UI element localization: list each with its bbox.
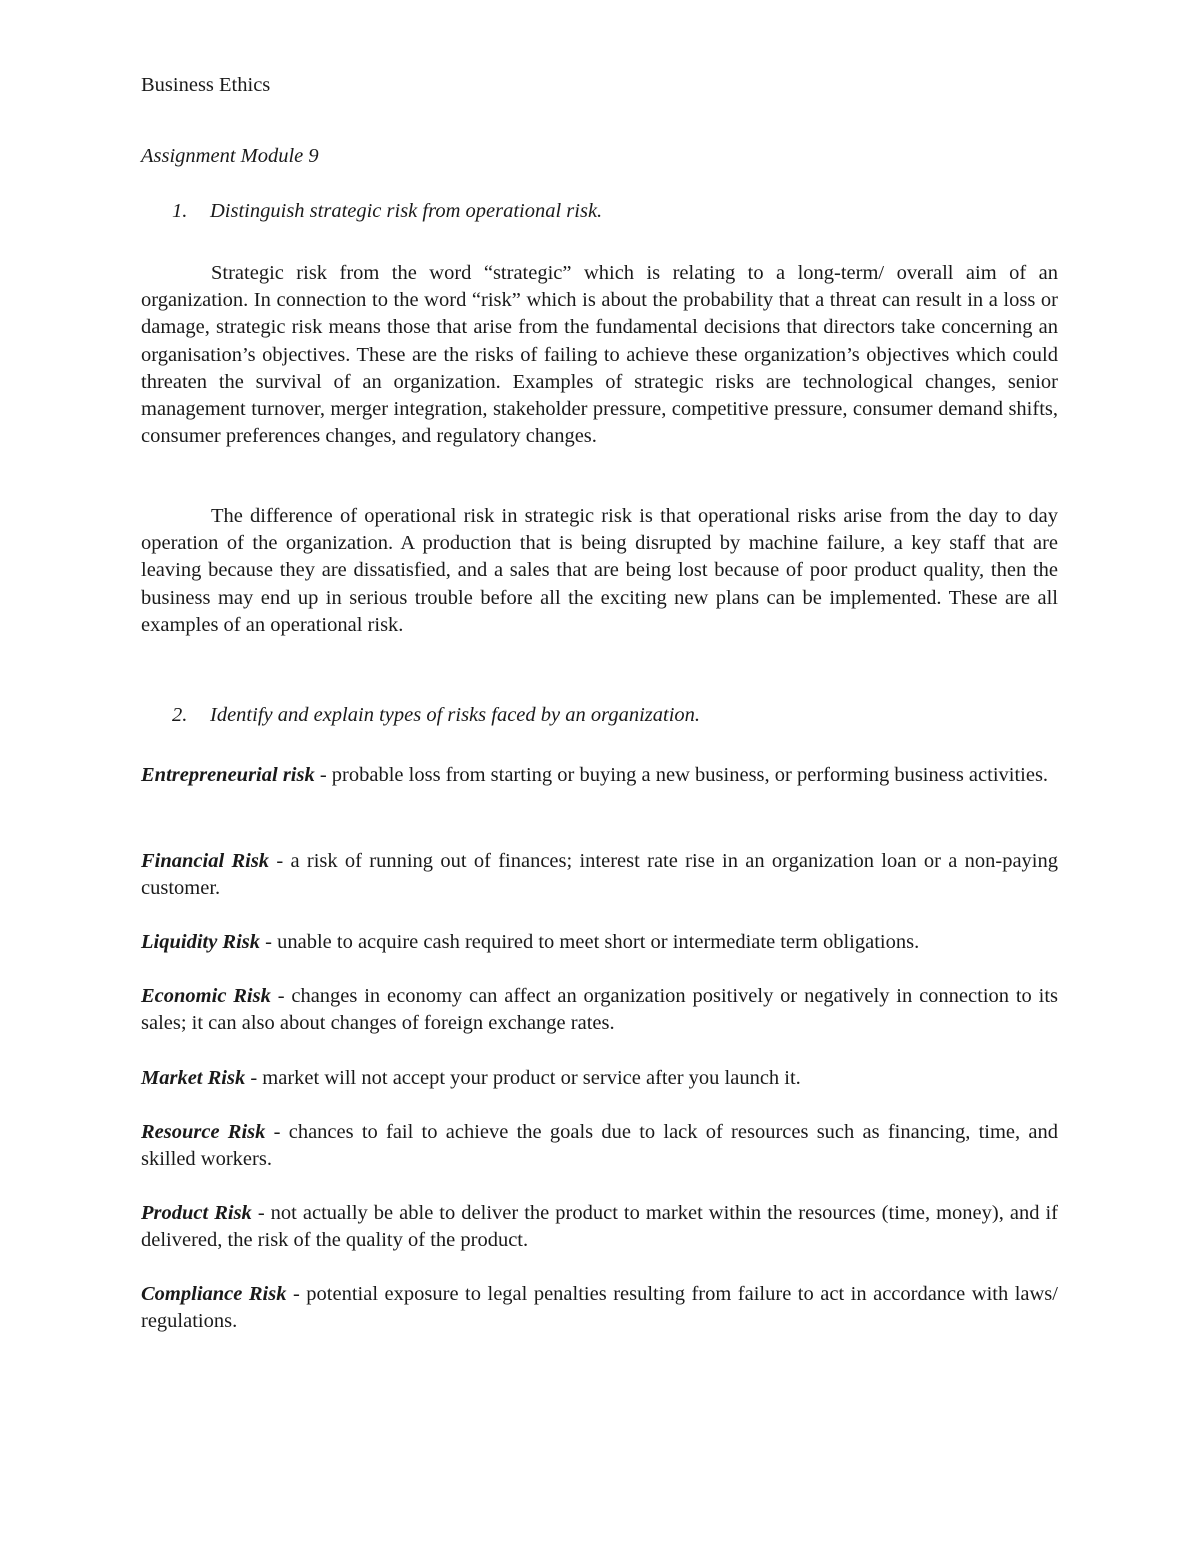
assignment-title: Assignment Module 9: [141, 145, 319, 167]
answer-1-paragraph-2: The difference of operational risk in strategic risk is that operational risks arise from the day to day operation of the organization. A production that is being disrupted by machine failure, a key staff that are leaving because they are dissatisfied, and a sales that are being lost because of poor product quality, then the business may end up in serious trouble before all the exciting new plans can be implemented. These are all examples of an operational risk.: [141, 505, 1058, 636]
question-2: [172, 702, 700, 729]
risk-definition: - unable to acquire cash required to meet short or intermediate term obligations.: [260, 931, 920, 953]
course-title: Business Ethics: [141, 74, 271, 96]
risk-definition: - probable loss from starting or buying a new business, or performing business activities.: [314, 764, 1049, 786]
risk-resource: [141, 1119, 1058, 1173]
risk-term: Liquidity Risk: [141, 931, 261, 953]
risk-definition: - potential exposure to legal penalties resulting from failure to act in accordance with laws/ regulations.: [141, 1283, 1058, 1333]
risk-liquidity: [141, 929, 1058, 956]
risk-compliance: [141, 1281, 1058, 1335]
risk-entrepreneurial: [141, 762, 1058, 789]
risk-definition: - market will not accept your product or service after you launch it.: [245, 1067, 801, 1089]
risk-term: Economic Risk: [141, 985, 271, 1007]
question-1-text: Distinguish strategic risk from operational risk.: [210, 200, 603, 222]
risk-financial: [141, 848, 1058, 902]
question-2-text: Identify and explain types of risks faced by an organization.: [210, 704, 701, 726]
risk-term: Market Risk: [141, 1067, 246, 1089]
answer-1-paragraph-1: Strategic risk from the word “strategic” which is relating to a long-term/ overall aim of an organization. In connection to the word “risk” which is about the probability that a threat can result in a loss or damage, strategic risk means those that arise from the fundamental decisions that directors take concerning an organisation’s objectives. These are the risks of failing to achieve these organization’s objectives which could threaten the survival of an organization. Examples of strategic risks are technological changes, senior management turnover, merger integration, stakeholder pressure, competitive pressure, consumer demand shifts, consumer preferences changes, and regulatory changes.: [141, 262, 1058, 448]
risk-term: Entrepreneurial risk: [141, 764, 315, 786]
question-1: [172, 198, 602, 225]
risk-term: Resource Risk: [141, 1121, 266, 1143]
risk-market: [141, 1065, 1058, 1092]
question-1-number: 1.: [172, 200, 188, 222]
risk-product: [141, 1200, 1058, 1254]
risk-definition: - chances to fail to achieve the goals due to lack of resources such as financing, time, and skilled workers.: [141, 1121, 1058, 1171]
risk-economic: [141, 983, 1058, 1037]
risk-term: Compliance Risk: [141, 1283, 287, 1305]
question-2-number: 2.: [172, 704, 188, 726]
risk-definition: - changes in economy can affect an organization positively or negatively in connection to its sales; it can also about changes of foreign exchange rates.: [141, 985, 1059, 1035]
risk-definition: - not actually be able to deliver the product to market within the resources (time, money), and if delivered, the risk of the quality of the product.: [141, 1202, 1058, 1252]
risk-term: Product Risk: [141, 1202, 252, 1224]
risk-definition: - a risk of running out of finances; interest rate rise in an organization loan or a non-paying customer.: [141, 850, 1059, 900]
risk-term: Financial Risk: [141, 850, 270, 872]
